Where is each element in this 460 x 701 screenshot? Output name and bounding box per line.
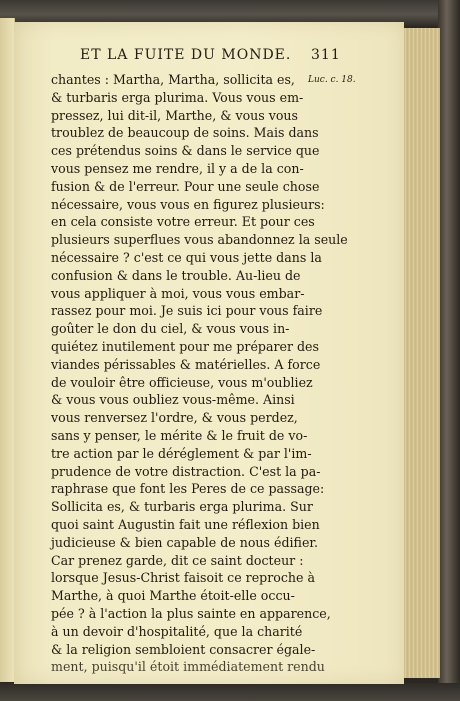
text-line: lorsque Jesus-Christ faisoit ce reproche à [51,570,315,586]
text-line: & turbaris erga plurima. Vous vous em- [51,89,304,105]
text-line: nécessaire, vous vous en figurez plusieurs: [51,196,325,212]
text-line: chantes : Martha, Martha, sollicita es, [51,72,295,87]
text-line: troublez de beaucoup de soins. Mais dans [51,125,319,141]
text-line: tre action par le déréglement & par l'im- [51,445,312,461]
text-line: vous appliquer à moi, vous vous embar- [51,285,305,301]
text-line: plusieurs superflues vous abandonnez la seule [51,232,348,248]
text-line: ment, puisqu'il étoit immédiatement rendu [51,659,325,675]
text-line: pressez, lui dit-il, Marthe, & vous vous [51,107,299,123]
book-cover-bottom [0,683,460,701]
text-line: vous renversez l'ordre, & vous perdez, [51,410,298,426]
text-line: nécessaire ? c'est ce qui vous jette dans la [51,249,322,265]
margin-note: Luc. c. 18. [308,75,356,85]
running-title: ET LA FUITE DU MONDE. [80,47,292,63]
text-line: viandes périssables & matérielles. A force [51,356,321,372]
facing-page-edge [0,18,15,682]
page-stack-edges [403,28,440,678]
book-cover-right [438,0,460,701]
page-number: 311 [311,47,341,63]
text-line: Sollicita es, & turbaris erga plurima. Sur [51,499,313,515]
text-line: sans y penser, le mérite & le fruit de vo- [51,427,308,443]
text-line: Car prenez garde, dit ce saint docteur : [51,552,304,568]
text-line: raphrase que font les Peres de ce passage: [51,481,325,497]
text-line: rassez pour moi. Je suis ici pour vous faire [51,303,323,319]
text-line: Marthe, à quoi Marthe étoit-elle occu- [51,588,295,604]
text-line: à un devoir d'hospitalité, que la charité [51,623,303,639]
running-header [64,47,364,67]
text-line: confusion & dans le trouble. Au-lieu de [51,267,301,283]
text-line: prudence de votre distraction. C'est la pa- [51,463,321,479]
text-line: de vouloir être officieuse, vous m'oubliez [51,374,313,390]
text-line: quiétez inutilement pour me préparer des [51,338,319,354]
text-line: en cela consiste votre erreur. Et pour ces [51,214,315,230]
text-line: quoi saint Augustin fait une réflexion bien [51,516,320,532]
text-line: judicieuse & bien capable de nous édifier. [51,534,319,550]
text-line: pée ? à l'action la plus sainte en apparence, [51,605,331,621]
text-line: & la religion sembloient consacrer égale- [51,641,316,657]
text-line: vous pensez me rendre, il y a de la con- [51,160,304,176]
text-line: & vous vous oubliez vous-même. Ainsi [51,392,295,408]
text-line: goûter le don du ciel, & vous vous in- [51,321,290,337]
text-line: fusion & de l'erreur. Pour une seule chose [51,178,320,194]
text-line: ces prétendus soins & dans le service que [51,143,320,159]
